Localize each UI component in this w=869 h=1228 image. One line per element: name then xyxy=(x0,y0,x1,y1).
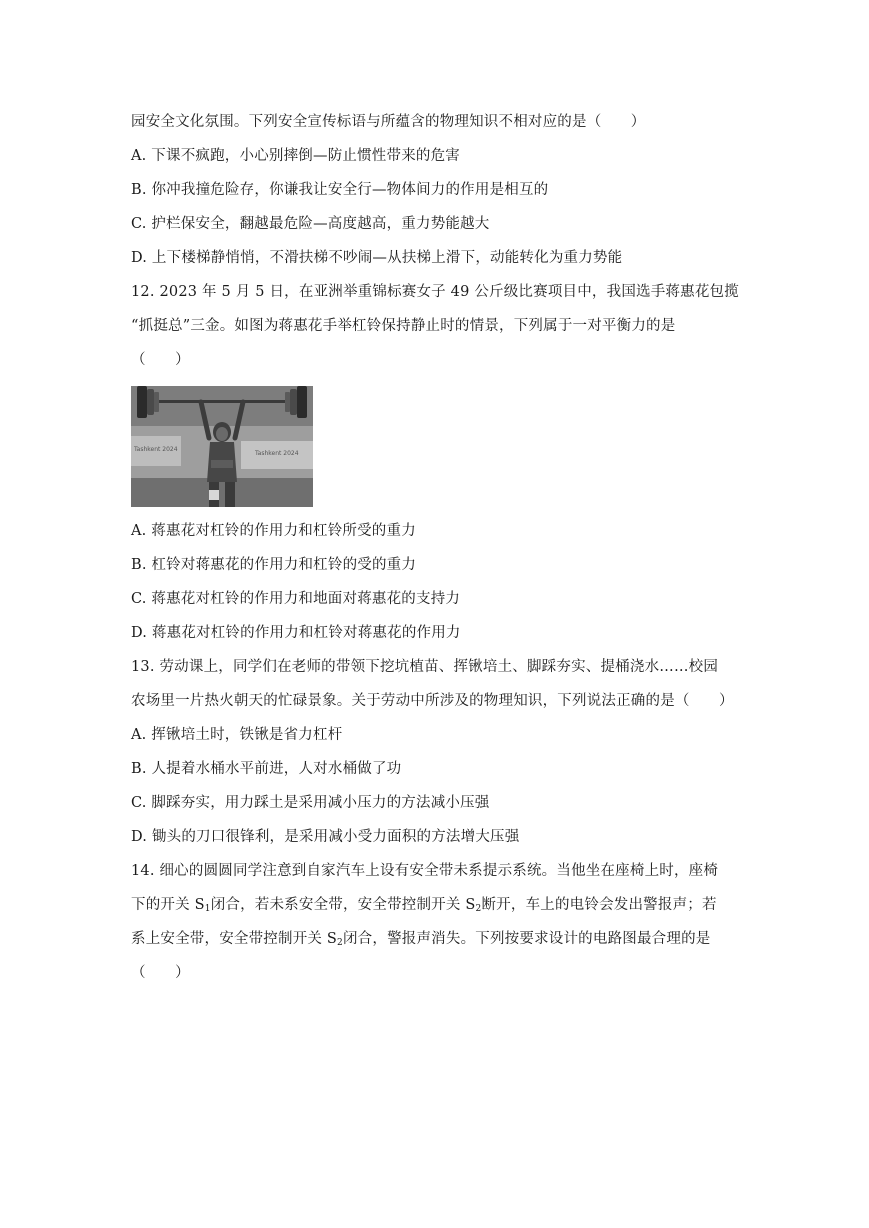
q11-option-c: C. 护栏保安全，翻越最危险—高度越高，重力势能越大 xyxy=(131,216,490,232)
q12-option-a: A. 蒋惠花对杠铃的作用力和杠铃所受的重力 xyxy=(131,523,416,539)
subscript-1: 1 xyxy=(204,904,211,914)
q12-option-b: B. 杠铃对蒋惠花的作用力和杠铃的受的重力 xyxy=(131,557,417,573)
q11-option-a: A. 下课不疯跑，小心别摔倒—防止惯性带来的危害 xyxy=(131,148,460,164)
q12-option-d: D. 蒋惠花对杠铃的作用力和杠铃对蒋惠花的作用力 xyxy=(131,625,461,641)
photo-banner-right: Tashkent 2024 xyxy=(255,450,299,457)
q13-stem-line2: 农场里一片热火朝天的忙碌景象。关于劳动中所涉及的物理知识，下列说法正确的是（ ） xyxy=(131,693,734,709)
photo-banner-left: Tashkent 2024 xyxy=(134,446,178,453)
q14-stem-line4: （ ） xyxy=(131,965,190,981)
q13-option-d: D. 锄头的刀口很锋利，是采用减小受力面积的方法增大压强 xyxy=(131,829,520,845)
q14-text-segment: 系上安全带，安全带控制开关 S xyxy=(131,931,338,947)
q11-option-b: B. 你冲我撞危险存，你谦我让安全行—物体间力的作用是相互的 xyxy=(131,182,549,198)
q14-text-segment: 断开，车上的电铃会发出警报声；若 xyxy=(481,897,717,913)
q12-option-c: C. 蒋惠花对杠铃的作用力和地面对蒋惠花的支持力 xyxy=(131,591,461,607)
q14-text-segment: 闭合，若未系安全带，安全带控制开关 S xyxy=(210,897,476,913)
subscript-2: 2 xyxy=(475,904,482,914)
q13-stem-line1: 13. 劳动课上，同学们在老师的带领下挖坑植苗、挥锹培土、脚踩夯实、提桶浇水……校园 xyxy=(131,659,719,675)
q14-text-segment: 闭合，警报声消失。下列按要求设计的电路图最合理的是 xyxy=(342,931,711,947)
q14-stem-line3 xyxy=(131,929,741,949)
q13-option-c: C. 脚踩夯实，用力踩土是采用减小压力的方法减小压强 xyxy=(131,795,490,811)
q11-option-d: D. 上下楼梯静悄悄，不滑扶梯不吵闹—从扶梯上滑下，动能转化为重力势能 xyxy=(131,250,623,266)
q11-stem: 园安全文化氛围。下列安全宣传标语与所蕴含的物理知识不相对应的是（ ） xyxy=(131,114,646,130)
q14-stem-line1: 14. 细心的圆圆同学注意到自家汽车上设有安全带未系提示系统。当他坐在座椅上时，座椅 xyxy=(131,863,719,879)
q12-stem-line2: “抓挺总”三金。如图为蒋惠花手举杠铃保持静止时的情景，下列属于一对平衡力的是 xyxy=(131,318,676,334)
q13-option-a: A. 挥锹培土时，铁锹是省力杠杆 xyxy=(131,727,343,743)
q13-option-b: B. 人提着水桶水平前进，人对水桶做了功 xyxy=(131,761,402,777)
weightlifter-photo xyxy=(131,386,313,507)
q12-stem-line3: （ ） xyxy=(131,352,190,368)
q14-stem-line2 xyxy=(131,895,741,915)
q14-text-segment: 下的开关 S xyxy=(131,897,205,913)
q12-stem-line1: 12. 2023 年 5 月 5 日，在亚洲举重锦标赛女子 49 公斤级比赛项目中，我国选手蒋惠花包揽 xyxy=(131,284,739,300)
subscript-2: 2 xyxy=(337,938,343,948)
